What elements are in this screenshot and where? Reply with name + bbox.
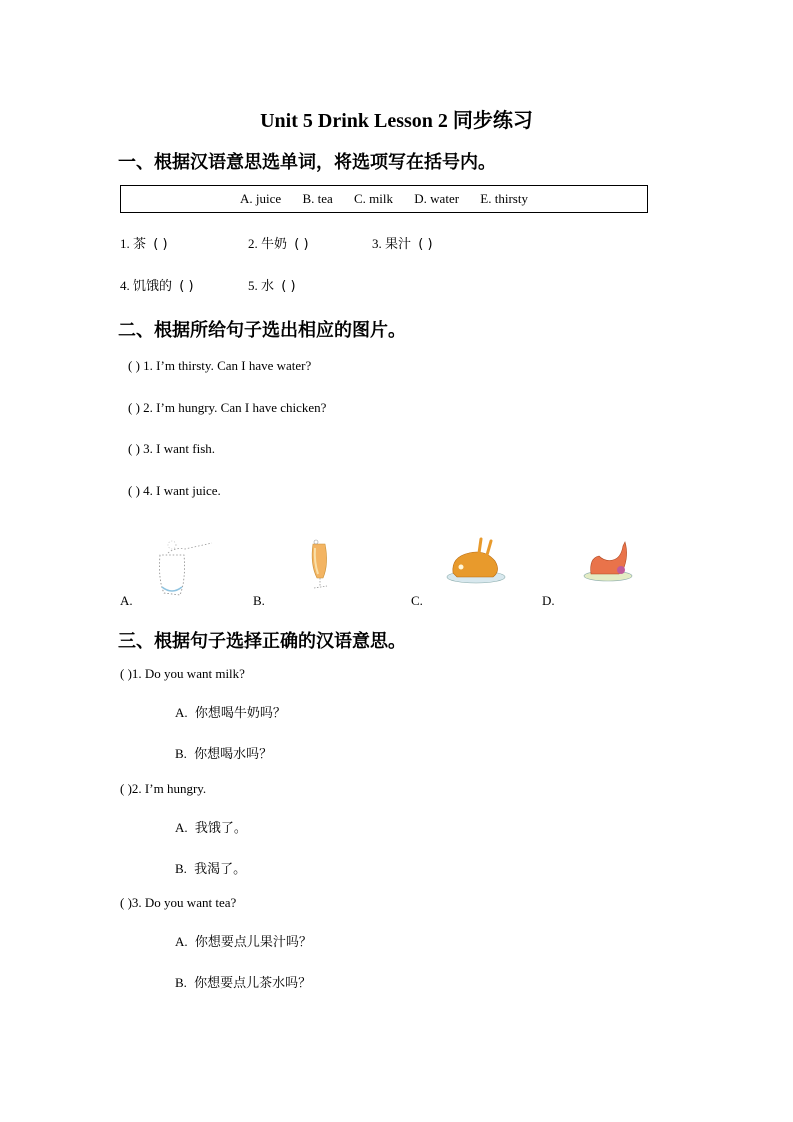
item-text: 水: [261, 279, 275, 294]
vocab-item: [120, 275, 194, 294]
section-1-heading: 一、根据汉语意思选单词，将选项写在括号内。: [118, 152, 496, 173]
page-title: Unit 5 Drink Lesson 2 同步练习: [260, 110, 533, 132]
option-key: A.: [175, 820, 188, 835]
answer-option: [175, 931, 312, 950]
option-text: 你想喝牛奶吗？: [194, 706, 286, 721]
question-text: 1. Do you want milk?: [131, 666, 245, 681]
answer-option: [175, 743, 272, 762]
item-text: 茶: [133, 237, 147, 252]
vocab-item: [248, 275, 296, 294]
answer-blank[interactable]: ( ): [120, 895, 132, 910]
item-number: 4.: [120, 278, 130, 293]
question-text: 3. Do you want tea?: [131, 895, 237, 910]
option-key: A.: [175, 934, 188, 949]
answer-blank[interactable]: ( ): [128, 441, 140, 456]
question-text: 2. I’m hungry. Can I have chicken?: [143, 400, 327, 415]
picture-question: [128, 441, 215, 457]
answer-blank[interactable]: ( ): [128, 358, 140, 373]
item-text: 果汁: [385, 237, 412, 252]
option-key: A.: [175, 705, 188, 720]
item-number: 2.: [248, 236, 258, 251]
fish-dish-icon: [583, 540, 635, 585]
answer-option: [175, 702, 286, 721]
meaning-question: [120, 781, 206, 797]
question-text: 4. I want juice.: [143, 483, 221, 498]
roast-chicken-icon: [445, 537, 507, 587]
option-text: 你想要点儿茶水吗？: [194, 976, 312, 991]
vocab-item: [248, 233, 309, 252]
meaning-question: [120, 895, 236, 911]
word-option: E. thirsty: [480, 191, 528, 206]
answer-blank[interactable]: ( ): [120, 781, 132, 796]
option-key: B.: [175, 861, 187, 876]
item-number: 3.: [372, 236, 382, 251]
water-glass-icon: [150, 535, 220, 600]
juice-glass-icon: [305, 538, 335, 593]
meaning-question: [120, 666, 245, 682]
option-text: 我渴了。: [194, 862, 247, 877]
answer-blank[interactable]: ( ): [128, 483, 140, 498]
vocab-item: [372, 233, 433, 252]
option-text: 我饿了。: [194, 821, 247, 836]
picture-question: [128, 358, 311, 374]
answer-blank[interactable]: ( ): [281, 279, 296, 294]
section-3-heading: 三、根据句子选择正确的汉语意思。: [118, 631, 406, 652]
question-text: 1. I’m thirsty. Can I have water?: [143, 358, 312, 373]
answer-option: [175, 858, 246, 877]
item-text: 牛奶: [261, 237, 288, 252]
word-option: D. water: [414, 191, 460, 206]
word-option: A. juice: [240, 191, 282, 206]
picture-label: A.: [120, 593, 133, 608]
picture-question: [128, 400, 326, 416]
picture-label: C.: [411, 593, 423, 608]
item-number: 5.: [248, 278, 258, 293]
option-text: 你想要点儿果汁吗？: [194, 935, 312, 950]
answer-blank[interactable]: ( ): [179, 279, 194, 294]
answer-option: [175, 972, 311, 991]
answer-blank[interactable]: ( ): [418, 237, 433, 252]
question-text: 3. I want fish.: [143, 441, 216, 456]
answer-blank[interactable]: ( ): [128, 400, 140, 415]
vocab-item: [120, 233, 168, 252]
item-number: 1.: [120, 236, 130, 251]
question-text: 2. I’m hungry.: [131, 781, 207, 796]
answer-option: [175, 817, 247, 836]
picture-question: [128, 483, 221, 499]
option-key: B.: [175, 746, 187, 761]
answer-blank[interactable]: ( ): [153, 237, 168, 252]
section-2-heading: 二、根据所给句子选出相应的图片。: [118, 320, 406, 341]
word-option: C. milk: [354, 191, 394, 206]
item-text: 饥饿的: [133, 279, 173, 294]
picture-label: B.: [253, 593, 265, 608]
picture-label: D.: [542, 593, 555, 608]
answer-blank[interactable]: ( ): [294, 237, 309, 252]
option-text: 你想喝水吗？: [194, 747, 273, 762]
option-key: B.: [175, 975, 187, 990]
word-option: B. tea: [302, 191, 333, 206]
answer-blank[interactable]: ( ): [120, 666, 132, 681]
word-bank: [120, 185, 648, 213]
